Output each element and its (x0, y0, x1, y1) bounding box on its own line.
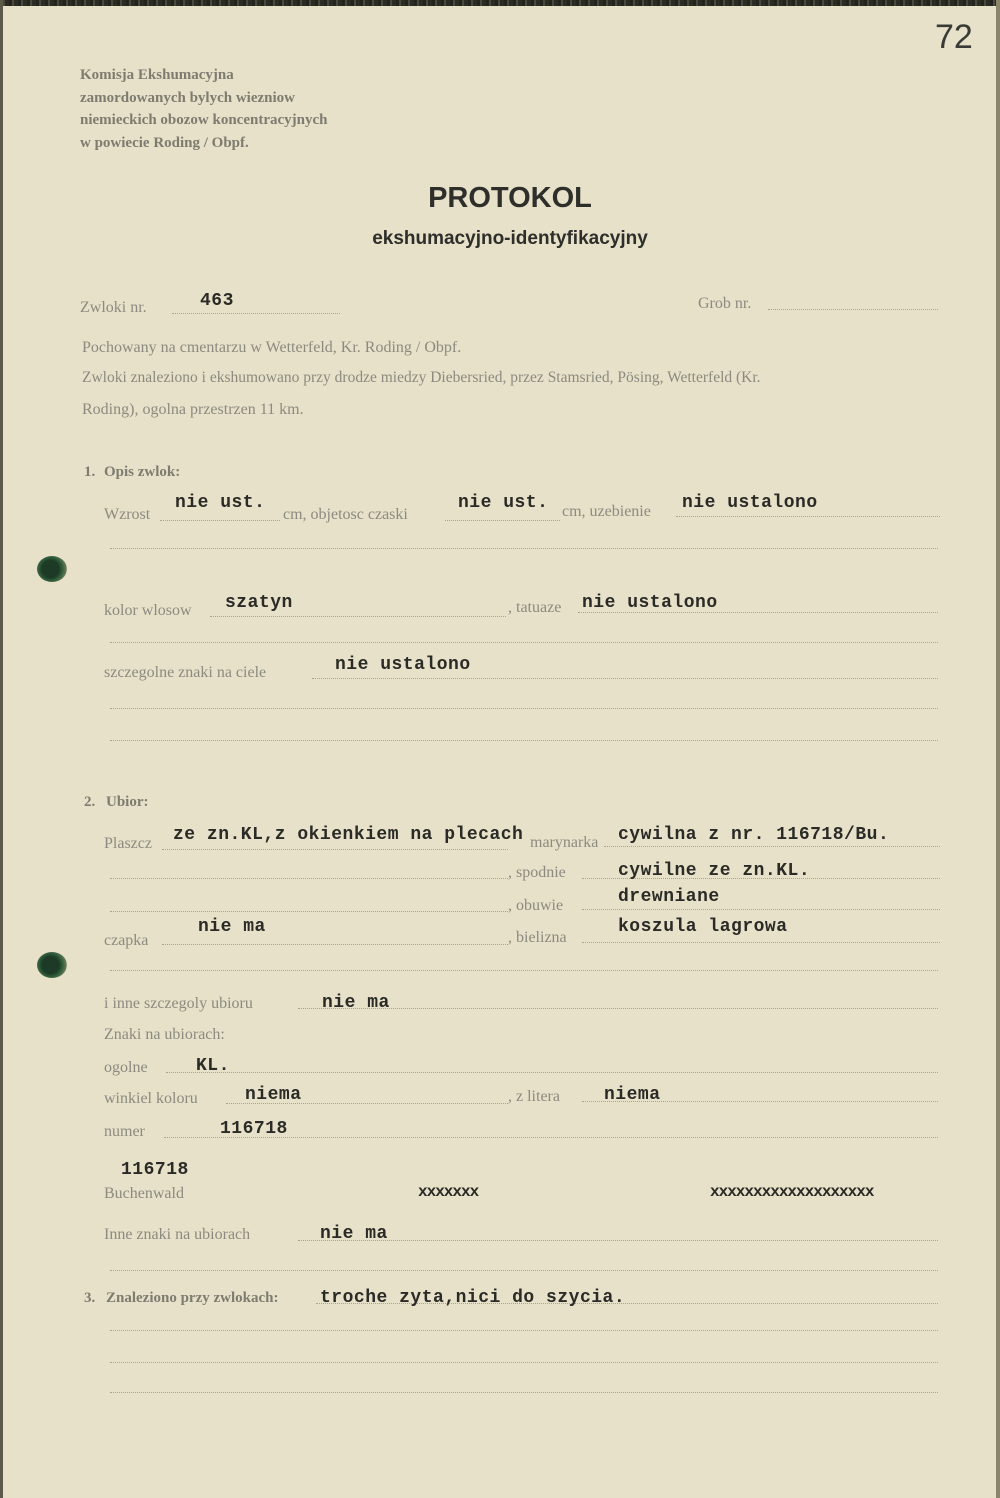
czaska-line (445, 520, 560, 521)
blank-line-3 (110, 708, 938, 709)
blank-line-2 (110, 642, 938, 643)
blank-line-1 (110, 548, 938, 549)
kolor-value: szatyn (225, 593, 293, 613)
znaki-ubiorach-label: Znaki na ubiorach: (104, 1026, 225, 1043)
obuwie-label: , obuwie (508, 897, 564, 914)
czapka-line (162, 944, 508, 945)
litera-value: niema (604, 1085, 661, 1105)
cm-czaska-label: cm, objetosc czaski (283, 506, 408, 523)
bielizna-value: koszula lagrowa (618, 917, 788, 937)
czaska-value: nie ust. (458, 493, 549, 513)
bielizna-label: , bielizna (508, 929, 567, 946)
inne-szczegoly-label: i inne szczegoly ubioru (104, 995, 253, 1012)
buchenwald-label: Buchenwald (104, 1185, 184, 1202)
tatuaze-label: , tatuaze (508, 599, 562, 616)
obuwie-left-line (110, 911, 508, 912)
spodnie-left-line (110, 878, 508, 879)
bielizna-line (582, 942, 940, 943)
header-line-2: zamordowanych bylych wiezniow (80, 90, 295, 106)
spodnie-label: , spodnie (508, 864, 566, 881)
kolor-line (210, 616, 506, 617)
wzrost-line (160, 520, 280, 521)
obuwie-line (582, 909, 940, 910)
section1-number: 1. (84, 464, 96, 480)
struck-text-a: xxxxxxx (418, 1183, 479, 1201)
section3-value: troche zyta,nici do szycia. (320, 1288, 626, 1308)
plaszcz-line (162, 849, 508, 850)
inne-znaki-line (298, 1240, 938, 1241)
ogolne-value: KL. (196, 1056, 230, 1076)
scan-right-edge (996, 0, 1000, 1498)
marynarka-value: cywilna z nr. 116718/Bu. (618, 825, 890, 845)
inne-znaki-label: Inne znaki na ubiorach (104, 1226, 251, 1243)
winkiel-value: niema (245, 1085, 302, 1105)
spodnie-value: cywilne ze zn.KL. (618, 861, 811, 881)
tatuaze-value: nie ustalono (582, 593, 718, 613)
section1-heading: Opis zwlok: (104, 464, 181, 480)
uzebienie-value: nie ustalono (682, 493, 818, 513)
blank-line-7 (110, 1330, 938, 1331)
burial-line-1: Pochowany na cmentarzu w Wetterfeld, Kr. Roding / Obpf. (82, 339, 462, 356)
ogolne-label: ogolne (104, 1059, 148, 1076)
inne-szczegoly-value: nie ma (322, 993, 390, 1013)
winkiel-label: winkiel koloru (104, 1090, 198, 1107)
obuwie-value: drewniane (618, 887, 720, 907)
punch-hole-bottom (37, 952, 67, 978)
blank-line-5 (110, 970, 938, 971)
znaki-ciele-label: szczegolne znaki na ciele (104, 664, 267, 681)
header-line-1: Komisja Ekshumacyjna (80, 67, 234, 83)
section2-heading: Ubior: (106, 794, 149, 810)
page-number: 72 (935, 18, 973, 56)
uzebienie-line (676, 516, 940, 517)
wzrost-value: nie ust. (175, 493, 266, 513)
blank-line-6 (110, 1270, 938, 1271)
burial-line-3: Roding), ogolna przestrzen 11 km. (82, 401, 304, 418)
zwloki-label: Zwloki nr. (80, 299, 147, 316)
marynarka-line (604, 846, 940, 847)
plaszcz-value: ze zn.KL,z okienkiem na plecach (173, 825, 524, 845)
ogolne-line (166, 1072, 938, 1073)
blank-line-9 (110, 1392, 938, 1393)
blank-line-4 (110, 740, 938, 741)
section3-heading: Znaleziono przy zwlokach: (106, 1290, 279, 1306)
grob-line (768, 309, 938, 310)
header-line-3: niemieckich obozow koncentracyjnych (80, 112, 328, 128)
zwloki-value: 463 (200, 291, 234, 311)
znaki-ciele-value: nie ustalono (335, 655, 471, 675)
punch-hole-top (37, 556, 67, 582)
czapka-label: czapka (104, 932, 149, 949)
czapka-value: nie ma (198, 917, 266, 937)
numer-value: 116718 (220, 1119, 288, 1139)
wzrost-label: Wzrost (104, 506, 151, 523)
section2-number: 2. (84, 794, 96, 810)
cm-uzebienie-label: cm, uzebienie (562, 503, 651, 520)
grob-label: Grob nr. (698, 295, 752, 312)
blank-line-8 (110, 1362, 938, 1363)
scan-top-edge (0, 0, 1000, 6)
document-subtitle: ekshumacyjno-identyfikacyjny (372, 228, 648, 249)
zwloki-line (172, 313, 340, 314)
plaszcz-label: Plaszcz (104, 835, 152, 852)
inne-szczegoly-line (298, 1008, 938, 1009)
inne-znaki-value: nie ma (320, 1224, 388, 1244)
litera-label: , z litera (508, 1088, 560, 1105)
burial-line-2: Zwloki znaleziono i ekshumowano przy drodze miedzy Diebersried, przez Stamsried, Pösing, Wetterfeld (Kr. (82, 369, 761, 386)
header-line-4: w powiecie Roding / Obpf. (80, 135, 249, 151)
znaki-ciele-line (312, 678, 938, 679)
scan-left-edge (0, 0, 3, 1498)
buchenwald-number: 116718 (121, 1160, 189, 1180)
kolor-label: kolor wlosow (104, 602, 192, 619)
section3-number: 3. (84, 1290, 96, 1306)
struck-text-b: xxxxxxxxxxxxxxxxxxx (710, 1183, 874, 1201)
marynarka-label: marynarka (530, 834, 599, 851)
document-title: PROTOKOL (428, 182, 592, 214)
numer-label: numer (104, 1123, 145, 1140)
